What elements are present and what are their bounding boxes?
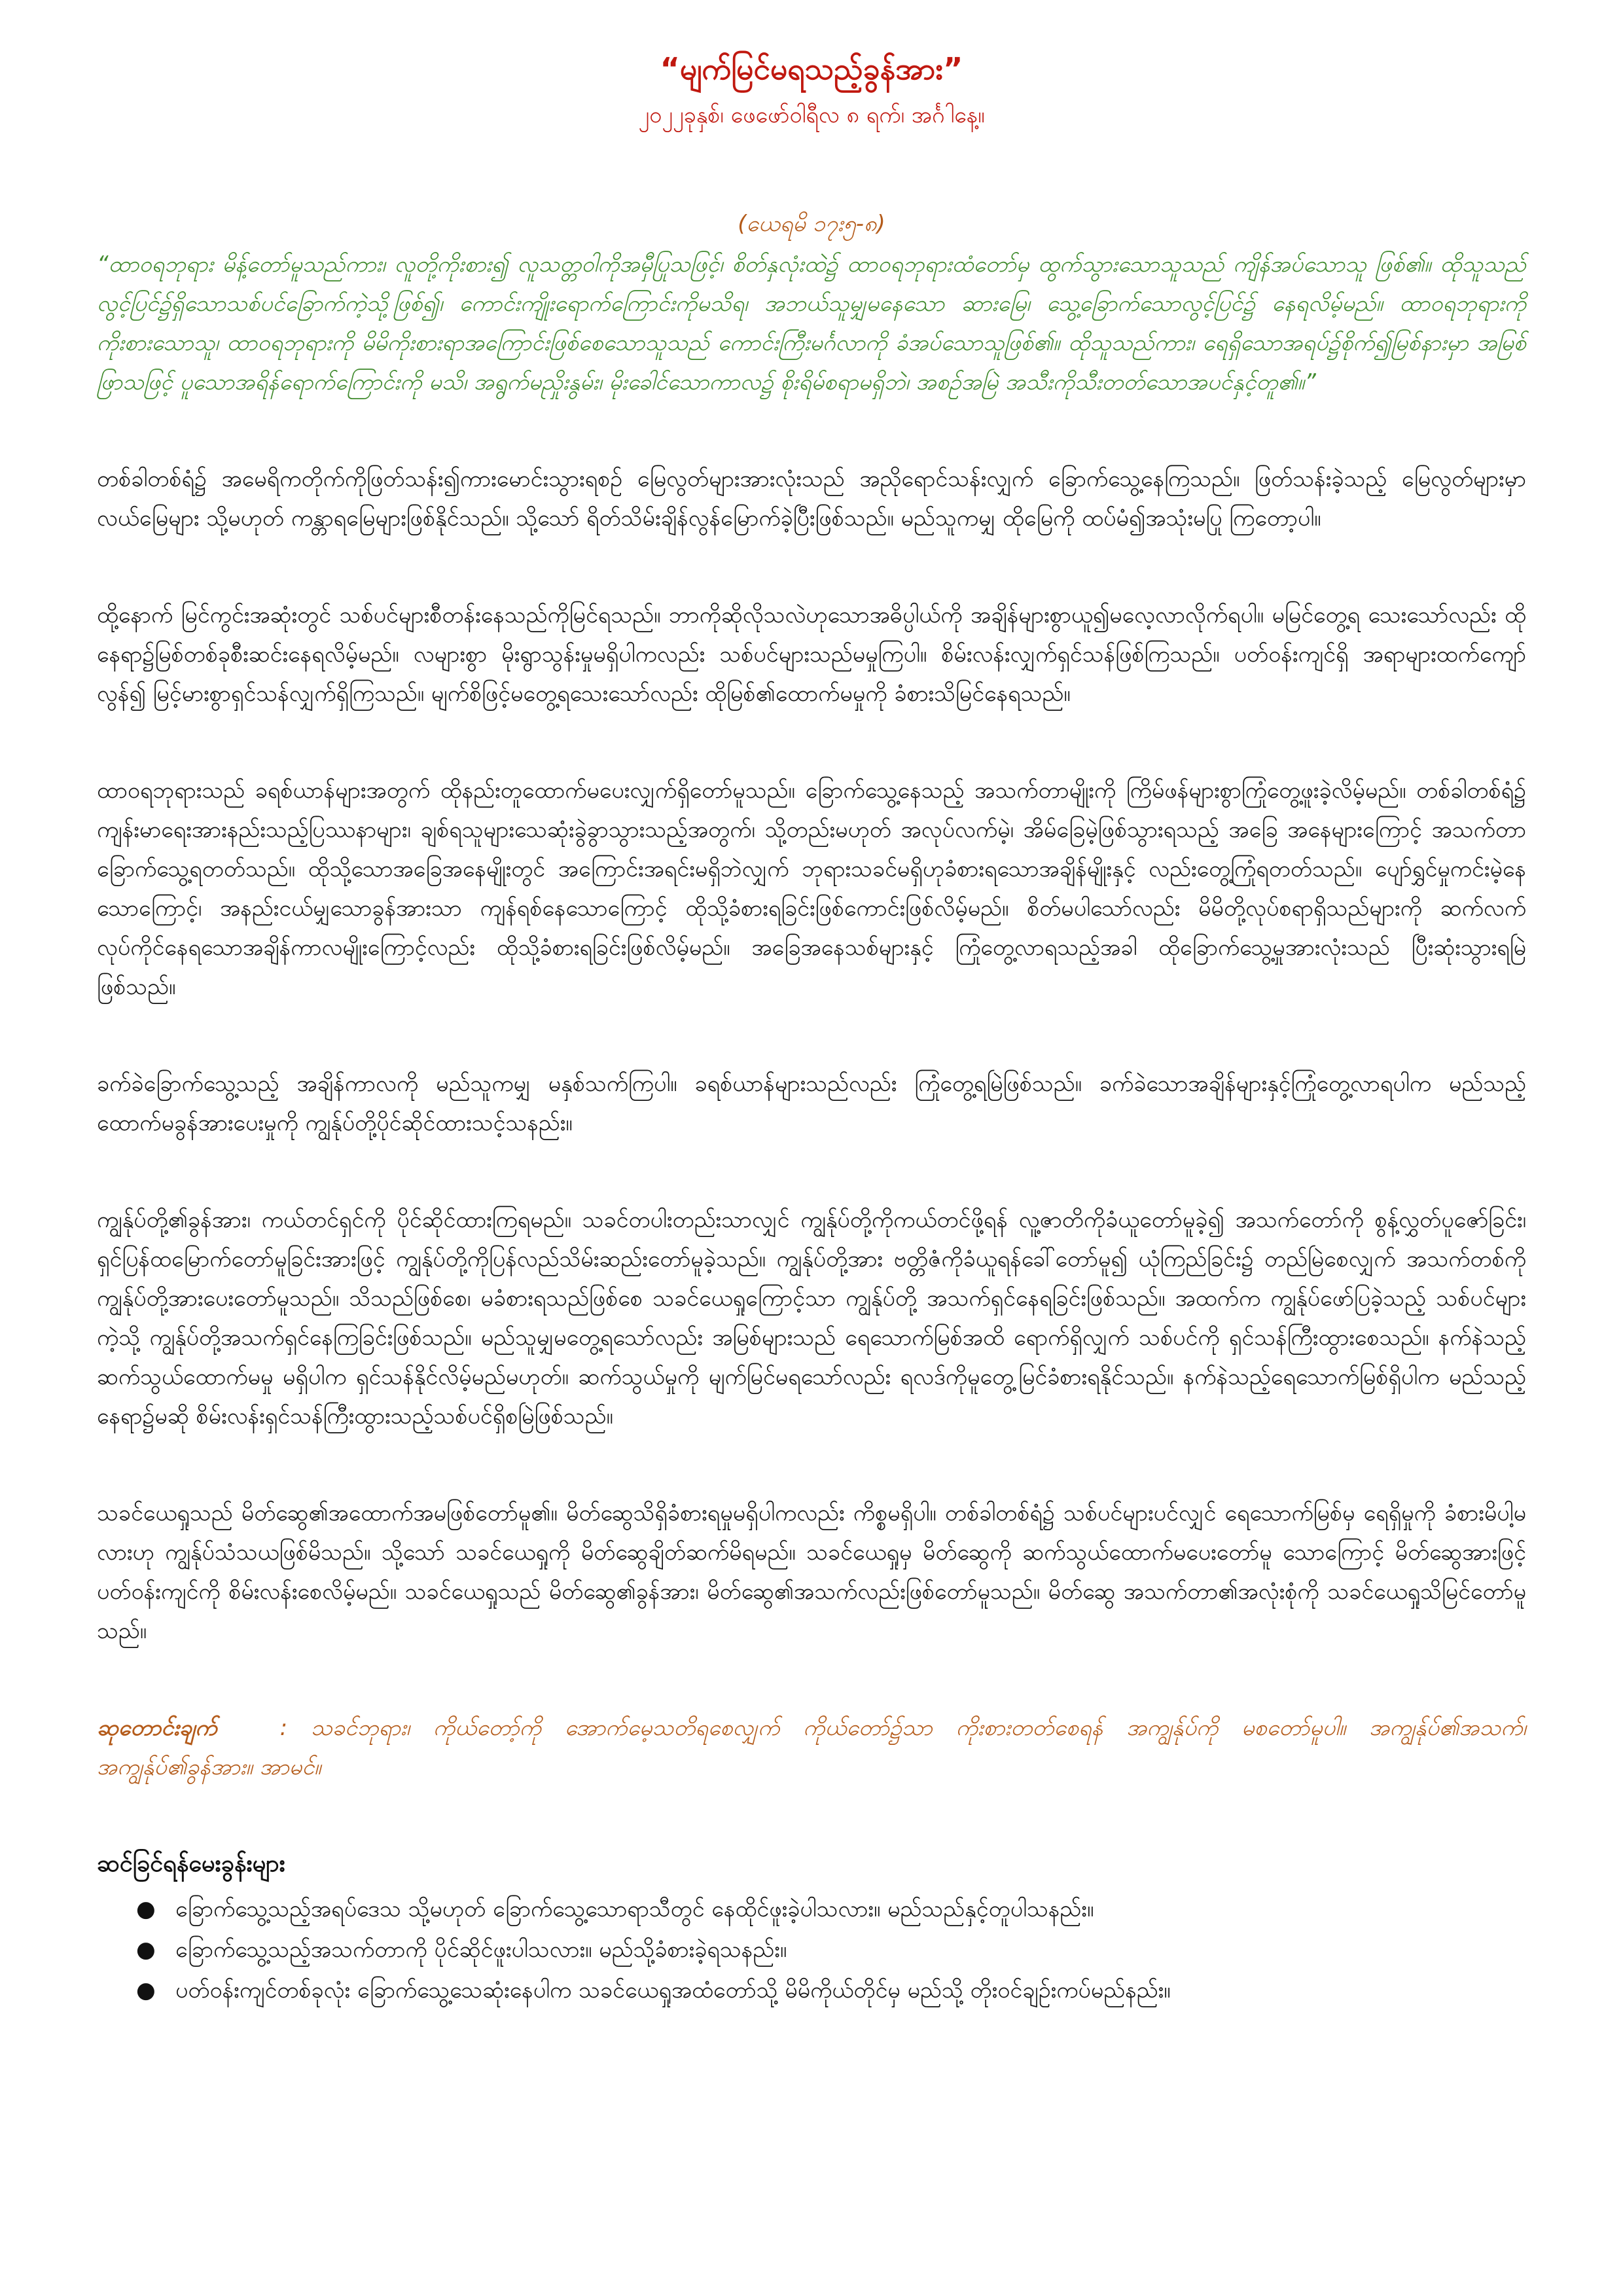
question-text: ခြောက်သွေ့သည့်အသက်တာကို ပိုင်ဆိုင်ဖူးပါသလား။ မည်သို့ခံစားခဲ့ရသနည်း။ bbox=[175, 1937, 787, 1963]
body-paragraph-2: ထို့နောက် မြင်ကွင်းအဆုံးတွင် သစ်ပင်များစီတန်းနေသည်ကိုမြင်ရသည်။ ဘာကိုဆိုလိုသလဲဟုသောအဓိပ္ပါယ်ကို အချိန်များစွာယူ၍မလေ့လာလိုက်ရပါ။ မမြင်တွေ့ရ သေးသော်လည်း ထိုနေရာ၌မြစ်တစ်ခုစီးဆင်းနေရလိမ့်မည်။ လများစွာ မိုးရွာသွန်းမှုမရှိပါကလည်း သစ်ပင်များသည်မမှုကြပါ။ စိမ်းလန်းလျှက်ရှင်သန်ဖြစ်ကြသည်။ ပတ်ဝန်းကျင်ရှိ အရာများထက်ကျော်လွန်၍ မြင့်မားစွာရှင်သန်လျှက်ရှိကြသည်။ မျက်စိဖြင့်မတွေ့ရသေးသော်လည်း ထိုမြစ်၏ထောက်မမှုကို ခံစားသိမြင်နေရသည်။ bbox=[97, 602, 1526, 707]
list-item bbox=[136, 1889, 1526, 1929]
questions-list bbox=[97, 1889, 1526, 2011]
questions-heading: ဆင်ခြင်ရန်မေးခွန်းများ bbox=[97, 1850, 285, 1877]
body-paragraph-1: တစ်ခါတစ်ရံ၌ အမေရိကတိုက်ကိုဖြတ်သန်း၍ကားမောင်းသွားရစဉ် မြေလွတ်များအားလုံးသည် အညိုရောင်သန်းလျှက် ခြောက်သွေ့နေကြသည်။ ဖြတ်သန်းခဲ့သည့် မြေလွတ်များမှာ လယ်မြေများ သို့မဟုတ် ကန္တာရမြေများဖြစ်နိုင်သည်။ သို့သော် ရိတ်သိမ်းချိန်လွန်မြောက်ခဲ့ပြီးဖြစ်သည်။ မည်သူကမျှ ထိုမြေကို ထပ်မံ၍အသုံးမပြု ကြတော့ပါ။ bbox=[97, 466, 1526, 531]
prayer-block bbox=[97, 1708, 1526, 1787]
verse-reference: (ယေရမိ ၁၇း၅-၈) bbox=[738, 211, 885, 237]
prayer-label: ဆုတောင်းချက် bbox=[97, 1715, 217, 1741]
body-paragraph-3: ထာဝရဘုရားသည် ခရစ်ယာန်များအတွက် ထိုနည်းတူထောက်မပေးလျှက်ရှိတော်မူသည်။ ခြောက်သွေ့နေသည့် အသက်တာမျိုးကို ကြိမ်ဖန်များစွာကြုံတွေ့ဖူးခဲ့လိမ့်မည်။ တစ်ခါတစ်ရံ၌ ကျန်းမာရေးအားနည်းသည့်ပြဿနာများ၊ ချစ်ရသူများသေဆုံးခွဲခွာသွားသည့်အတွက်၊ သို့တည်းမဟုတ် အလုပ်လက်မဲ့၊ အိမ်ခြေမဲ့ဖြစ်သွားရသည့် အခြေ အနေများကြောင့် အသက်တာခြောက်သွေ့ရတတ်သည်။ ထိုသို့သောအခြေအနေမျိုးတွင် အကြောင်းအရင်းမရှိဘဲလျှက် ဘုရားသခင်မရှိဟုခံစားရသောအချိန်မျိုးနှင့် လည်းတွေ့ကြုံရတတ်သည်။ ပျော်ရွှင်မှုကင်းမဲ့နေသောကြောင့်၊ အနည်းငယ်မျှသောခွန်အားသာ ကျန်ရစ်နေသောကြောင့် ထိုသို့ခံစားရခြင်းဖြစ်ကောင်းဖြစ်လိမ့်မည်။ စိတ်မပါသော်လည်း မိမိတို့လုပ်စရာရှိသည်များကို ဆက်လက်လုပ်ကိုင်နေရသောအချိန်ကာလမျိုးကြောင့်လည်း ထိုသို့ခံစားရခြင်းဖြစ်လိမ့်မည်။ အခြေအနေသစ်များနှင့် ကြုံတွေ့လာရသည့်အခါ ထိုခြောက်သွေ့မှုအားလုံးသည် ပြီးဆုံးသွားရမြဲဖြစ်သည်။ bbox=[97, 778, 1526, 1000]
bullet-icon: ● bbox=[136, 1977, 156, 2003]
list-item bbox=[136, 1970, 1526, 2011]
question-text: ပတ်ဝန်းကျင်တစ်ခုလုံး ခြောက်သွေ့သေဆုံးနေပါက သခင်ယေရှုအထံတော်သို့ မိမိကိုယ်တိုင်မှ မည်သို့ တိုးဝင်ချဉ်းကပ်မည်နည်း။ bbox=[175, 1977, 1171, 2003]
page-date: ၂၀၂၂ခုနှစ်၊ ဖေဖော်ဝါရီလ ၈ ရက်၊ အင်္ဂါနေ့။ bbox=[638, 102, 985, 128]
question-text: ခြောက်သွေ့သည့်အရပ်ဒေသ သို့မဟုတ် ခြောက်သွေ့သောရာသီတွင် နေထိုင်ဖူးခဲ့ပါသလား။ မည်သည်နှင့်တူပါသနည်း။ bbox=[175, 1896, 1094, 1922]
body-paragraph-4: ခက်ခဲခြောက်သွေ့သည့် အချိန်ကာလကို မည်သူကမျှ မနှစ်သက်ကြပါ။ ခရစ်ယာန်များသည်လည်း ကြုံတွေ့ရမြဲဖြစ်သည်။ ခက်ခဲသောအချိန်များနှင့်ကြုံတွေ့လာရပါက မည်သည့်ထောက်မခွန်အားပေးမှုကို ကျွန်ုပ်တို့ပိုင်ဆိုင်ထားသင့်သနည်း။ bbox=[97, 1071, 1526, 1136]
bullet-icon: ● bbox=[136, 1937, 156, 1963]
body-paragraph-6: သခင်ယေရှုသည် မိတ်ဆွေ၏အထောက်အမဖြစ်တော်မူ၏။ မိတ်ဆွေသိရှိခံစားရမှုမရှိပါကလည်း ကိစ္စမရှိပါ။ တစ်ခါတစ်ရံ၌ သစ်ပင်များပင်လျှင် ရေသောက်မြစ်မှ ရေရှိမှုကို ခံစားမိပါ့မလားဟု ကျွန်ုပ်သံသယဖြစ်မိသည်။ သို့သော် သခင်ယေရှုကို မိတ်ဆွေချိတ်ဆက်မိရမည်။ သခင်ယေရှုမှ မိတ်ဆွေကို ဆက်သွယ်ထောက်မပေးတော်မူ သောကြောင့် မိတ်ဆွေအားဖြင့် ပတ်ဝန်းကျင်ကို စိမ်းလန်းစေလိမ့်မည်။ သခင်ယေရှုသည် မိတ်ဆွေ၏ခွန်အား၊ မိတ်ဆွေ၏အသက်လည်းဖြစ်တော်မူသည်။ မိတ်ဆွေ အသက်တာ၏အလုံးစုံကို သခင်ယေရှုသိမြင်တော်မူသည်။ bbox=[97, 1500, 1526, 1644]
prayer-text: : သခင်ဘုရား၊ ကိုယ်တော့်ကို အောက်မေ့သတိရစေလျှက် ကိုယ်တော်၌သာ ကိုးစားတတ်စေရန် အကျွန်ုပ်ကို မစတော်မူပါ။ အကျွန်ုပ်၏အသက်၊ အကျွန်ုပ်၏ခွန်အား။ အာမင်။ bbox=[97, 1715, 1527, 1780]
page-title: “မျက်မြင်မရသည့်ခွန်အား” bbox=[660, 51, 963, 86]
body-paragraph-5: ကျွန်ုပ်တို့၏ခွန်အား၊ ကယ်တင်ရှင်ကို ပိုင်ဆိုင်ထားကြရမည်။ သခင်တပါးတည်းသာလျှင် ကျွန်ုပ်တို့ကိုကယ်တင်ဖို့ရန် လူ့ဇာတိကိုခံယူတော်မူခဲ့၍ အသက်တော်ကို စွန့်လွှတ်ပူဇော်ခြင်း၊ ရှင်ပြန်ထမြောက်တော်မူခြင်းအားဖြင့် ကျွန်ုပ်တို့ကိုပြန်လည်သိမ်းဆည်းတော်မူခဲ့သည်။ ကျွန်ုပ်တို့အား ဗတ္တိဇံကိုခံယူရန်ခေါ်တော်မူ၍ ယုံကြည်ခြင်း၌ တည်မြဲစေလျှက် အသက်တစ်ကို ကျွန်ုပ်တို့အားပေးတော်မူသည်။ သိသည်ဖြစ်စေ၊ မခံစားရသည်ဖြစ်စေ သခင်ယေရှုကြောင့်သာ ကျွန်ုပ်တို့ အသက်ရှင်နေရခြင်းဖြစ်သည်။ အထက်က ကျွန်ုပ်ဖော်ပြခဲ့သည့် သစ်ပင်များကဲ့သို့ ကျွန်ုပ်တို့အသက်ရှင်နေကြခြင်းဖြစ်သည်။ မည်သူမျှမတွေ့ရသော်လည်း အမြစ်များသည် ရေသောက်မြစ်အထိ ရောက်ရှိလျှက် သစ်ပင်ကို ရှင်သန်ကြီးထွားစေသည်။ နက်နဲသည့်ဆက်သွယ်ထောက်မမှု မရှိပါက ရှင်သန်နိုင်လိမ့်မည်မဟုတ်။ ဆက်သွယ်မှုကို မျက်မြင်မရသော်လည်း ရလဒ်ကိုမူတွေ့မြင်ခံစားရနိုင်သည်။ နက်နဲသည့်ရေသောက်မြစ်ရှိပါက မည်သည့်နေရာ၌မဆို စိမ်းလန်းရှင်သန်ကြီးထွားသည့်သစ်ပင်ရှိစမြဲဖြစ်သည်။ bbox=[97, 1207, 1526, 1429]
verse-text: “ထာဝရဘုရား မိန့်တော်မူသည်ကား၊ လူတို့ကိုးစား၍ လူသတ္တဝါကိုအမှီပြုသဖြင့်၊ စိတ်နှလုံးထဲ၌ ထာဝရဘုရားထံတော်မှ ထွက်သွားသောသူသည် ကျိန်အပ်သောသူ ဖြစ်၏။ ထိုသူသည် လွင့်ပြင်၌ရှိသောသစ်ပင်ခြောက်ကဲ့သို့ဖြစ်၍၊ ကောင်းကျိုးရောက်ကြောင်းကိုမသိရ၊ အဘယ်သူမျှမနေသော ဆားမြေ၊ သွေ့ခြောက်သောလွင့်ပြင်၌ နေရလိမ့်မည်။ ထာဝရဘုရားကို ကိုးစားသောသူ၊ ထာဝရဘုရားကို မိမိကိုးစားရာအကြောင်းဖြစ်စေသောသူသည် ကောင်းကြီးမင်္ဂလာကို ခံအပ်သောသူဖြစ်၏။ ထိုသူသည်ကား၊ ရေရှိသောအရပ်၌စိုက်၍မြစ်နားမှာ အမြစ်ဖြာသဖြင့် ပူသောအရိန်ရောက်ကြောင်းကို မသိ၊ အရွက်မညှိုးနွမ်း၊ မိုးခေါင်သောကာလ၌ စိုးရိမ်စရာမရှိဘဲ၊ အစဉ်အမြဲ အသီးကိုသီးတတ်သောအပင်နှင့်တူ၏။” bbox=[97, 251, 1526, 395]
list-item bbox=[136, 1929, 1526, 1970]
bullet-icon: ● bbox=[136, 1896, 156, 1922]
